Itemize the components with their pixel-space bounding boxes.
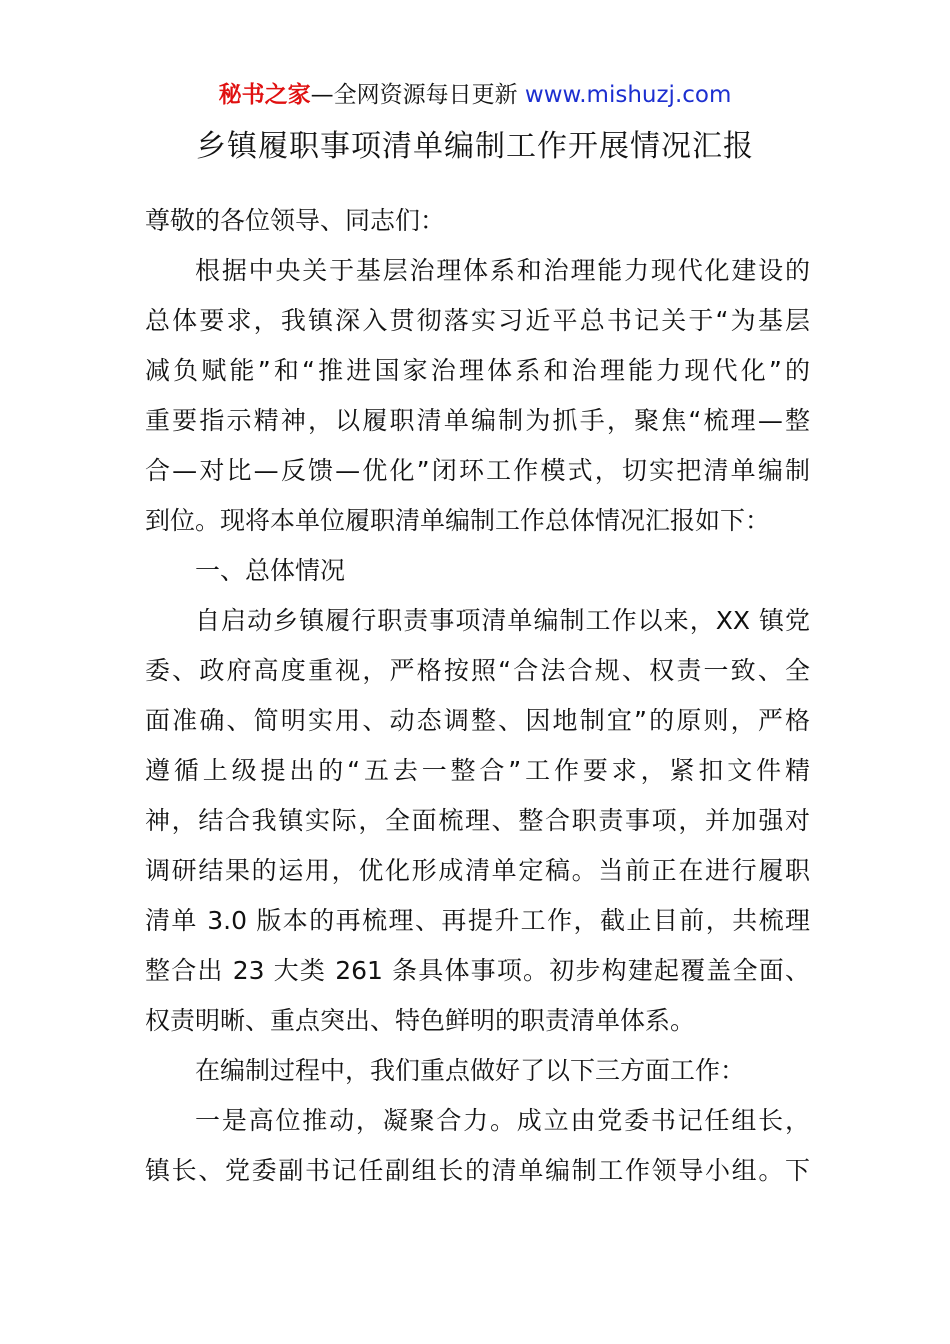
paragraph-line: 面准确、简明实用、动态调整、因地制宜”的原则，严格 — [145, 706, 810, 735]
section-heading: 一、总体情况 — [195, 556, 346, 585]
paragraph-line: 在编制过程中，我们重点做好了以下三方面工作： — [195, 1056, 746, 1085]
paragraph-line: 减负赋能”和“推进国家治理体系和治理能力现代化”的 — [145, 356, 810, 385]
paragraph-line: 神，结合我镇实际，全面梳理、整合职责事项，并加强对 — [145, 806, 810, 835]
paragraph-line: 整合出 23 大类 261 条具体事项。初步构建起覆盖全面、 — [145, 956, 810, 985]
document-title: 乡镇履职事项清单编制工作开展情况汇报 — [196, 129, 754, 164]
site-header — [0, 78, 950, 112]
paragraph-line: 到位。现将本单位履职清单编制工作总体情况汇报如下： — [145, 506, 771, 535]
paragraph-line: 一是高位推动，凝聚合力。成立由党委书记任组长， — [195, 1106, 810, 1135]
paragraph-line: 遵循上级提出的“五去一整合”工作要求，紧扣文件精 — [145, 756, 810, 785]
paragraph-line: 重要指示精神，以履职清单编制为抓手，聚焦“梳理—整 — [145, 406, 810, 435]
paragraph-line: 自启动乡镇履行职责事项清单编制工作以来，XX 镇党 — [195, 606, 810, 635]
paragraph-line: 清单 3.0 版本的再梳理、再提升工作，截止目前，共梳理 — [145, 906, 810, 935]
paragraph-line: 根据中央关于基层治理体系和治理能力现代化建设的 — [195, 256, 810, 285]
paragraph-line: 镇长、党委副书记任副组长的清单编制工作领导小组。下 — [145, 1156, 810, 1185]
salutation-line: 尊敬的各位领导、同志们： — [145, 206, 446, 235]
paragraph-line: 委、政府高度重视，严格按照“合法合规、权责一致、全 — [145, 656, 810, 685]
site-brand: 秘书之家 — [218, 82, 311, 108]
paragraph-line: 权责明晰、重点突出、特色鲜明的职责清单体系。 — [145, 1006, 696, 1035]
paragraph-line: 总体要求，我镇深入贯彻落实习近平总书记关于“为基层 — [145, 306, 810, 335]
site-url-link[interactable]: www.mishuzj.com — [524, 82, 732, 108]
document-body — [145, 196, 810, 1196]
site-tagline: —全网资源每日更新 — [310, 82, 525, 108]
paragraph-line: 合—对比—反馈—优化”闭环工作模式，切实把清单编制 — [145, 456, 810, 485]
paragraph-line: 调研结果的运用，优化形成清单定稿。当前正在进行履职 — [145, 856, 810, 885]
